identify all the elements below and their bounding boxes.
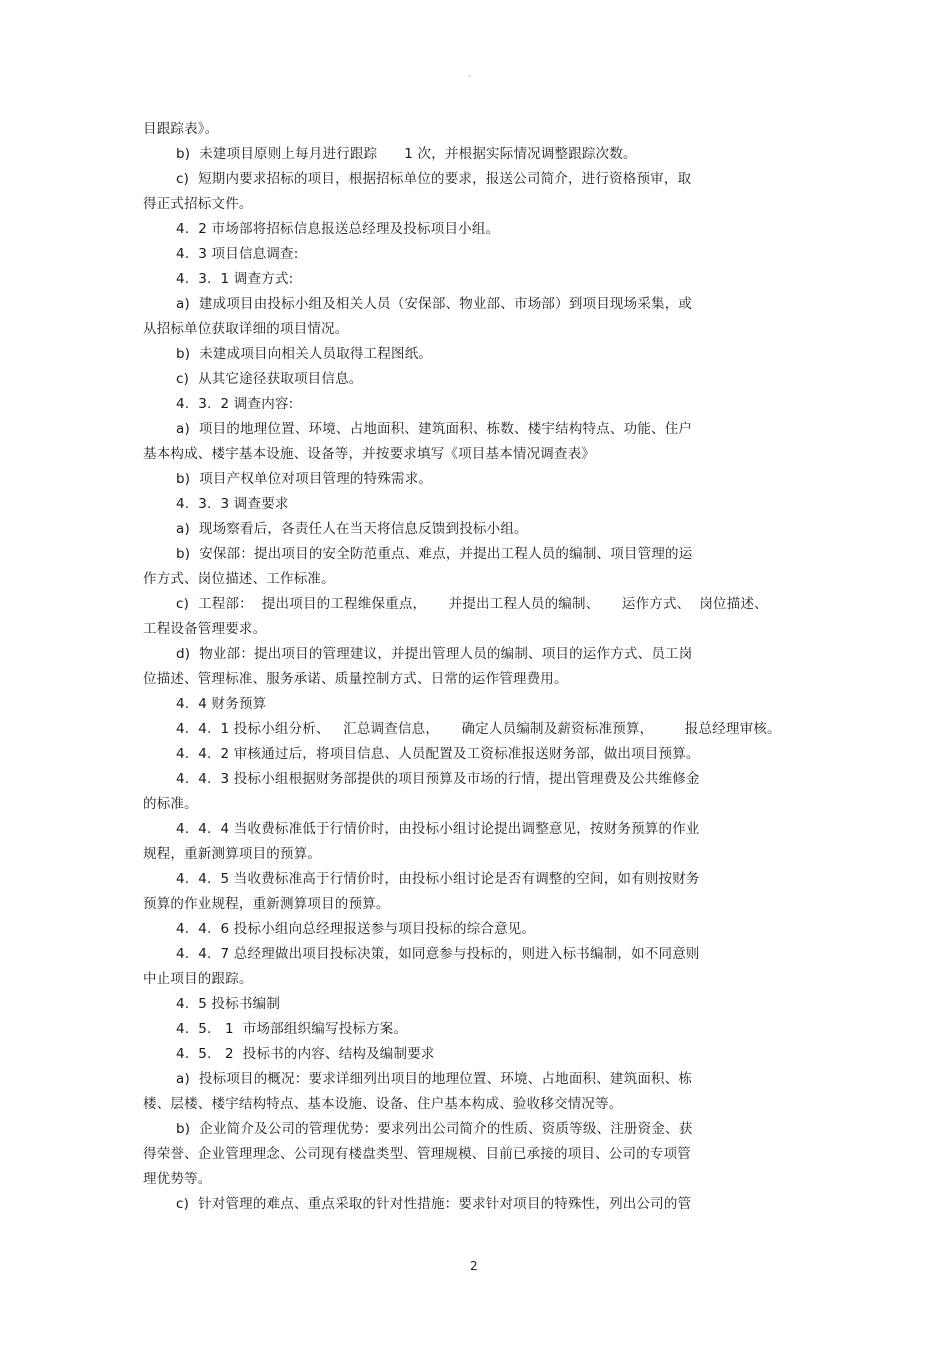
- text-line: b) 企业简介及公司的管理优势：要求列出公司简介的性质、资质等级、注册资金、获: [176, 1121, 693, 1137]
- text-line: 从招标单位获取详细的项目情况。: [143, 321, 349, 337]
- text-line: c) 短期内要求招标的项目，根据招标单位的要求，报送公司简介，进行资格预审，取: [176, 171, 692, 187]
- text-line: 楼、层楼、楼宇结构特点、基本设施、设备、住户基本构成、验收移交情况等。: [143, 1096, 623, 1112]
- text-line: 4. 5. 1 市场部组织编写投标方案。: [176, 1021, 408, 1037]
- text-line: 4. 4. 6 投标小组向总经理报送参与项目投标的综合意见。: [176, 921, 536, 937]
- text-line: a) 现场察看后，各责任人在当天将信息反馈到投标小组。: [176, 521, 528, 537]
- text-line: 4. 4. 3 投标小组根据财务部提供的项目预算及市场的行情，提出管理费及公共维修金: [176, 771, 700, 787]
- text-line: 位描述、管理标准、服务承诺、质量控制方式、日常的运作管理费用。: [143, 671, 568, 687]
- text-line: 4. 4. 7 总经理做出项目投标决策，如同意参与投标的，则进入标书编制，如不同意则: [176, 946, 700, 962]
- text-line: a) 项目的地理位置、环境、占地面积、建筑面积、栋数、楼宇结构特点、功能、住户: [176, 421, 693, 437]
- text-line: 目跟踪表》。: [143, 121, 219, 137]
- text-line: b) 未建成项目向相关人员取得工程图纸。: [176, 346, 433, 362]
- text-line: 中止项目的跟踪。: [143, 971, 253, 987]
- text-line: 基本构成、楼宇基本设施、设备等，并按要求填写《项目基本情况调查表》: [143, 446, 596, 462]
- text-line: 4. 4 财务预算: [176, 696, 267, 712]
- text-line: 4. 3 项目信息调查:: [176, 246, 299, 262]
- text-line: b) 项目产权单位对项目管理的特殊需求。: [176, 471, 433, 487]
- text-line: 的标准。: [143, 796, 198, 812]
- text-line: 4. 4. 4 当收费标准低于行情价时，由投标小组讨论提出调整意见，按财务预算的作业: [176, 821, 700, 837]
- text-line: 4. 5 投标书编制: [176, 996, 281, 1012]
- text-line: 预算的作业规程，重新测算项目的预算。: [143, 896, 390, 912]
- text-line: c) 针对管理的难点、重点采取的针对性措施：要求针对项目的特殊性，列出公司的管: [176, 1196, 692, 1212]
- text-line: 4. 3. 2 调查内容:: [176, 396, 294, 412]
- text-line: a) 建成项目由投标小组及相关人员（安保部、物业部、市场部）到项目现场采集，或: [176, 296, 693, 312]
- text-line: 4. 4. 2 审核通过后，将项目信息、人员配置及工资标准报送财务部，做出项目预算。: [176, 746, 700, 762]
- text-line: 4. 4. 5 当收费标准高于行情价时，由投标小组讨论是否有调整的空间，如有则按财务: [176, 871, 700, 887]
- text-line: 4. 3. 3 调查要求: [176, 496, 289, 512]
- text-line: 规程，重新测算项目的预算。: [143, 846, 322, 862]
- text-line: 4. 5. 2 投标书的内容、结构及编制要求: [176, 1046, 435, 1062]
- text-line: 得正式招标文件。: [143, 196, 253, 212]
- text-line: 4. 4. 1 投标小组分析、 汇总调查信息， 确定人员编制及薪资标准预算， 报总经理审核。: [176, 721, 781, 737]
- text-line: c) 从其它途径获取项目信息。: [176, 371, 363, 387]
- text-line: 理优势等。: [143, 1171, 212, 1187]
- text-line: 4. 2 市场部将招标信息报送总经理及投标项目小组。: [176, 221, 500, 237]
- page-header-mark: 。: [468, 69, 478, 79]
- text-line: 作方式、岗位描述、工作标准。: [143, 571, 335, 587]
- text-line: 4. 3. 1 调查方式:: [176, 271, 294, 287]
- text-line: b) 安保部：提出项目的安全防范重点、难点，并提出工程人员的编制、项目管理的运: [176, 546, 693, 562]
- text-line: 得荣誉、企业管理理念、公司现有楼盘类型、管理规模、目前已承接的项目、公司的专项管: [143, 1146, 691, 1162]
- text-line: a) 投标项目的概况：要求详细列出项目的地理位置、环境、占地面积、建筑面积、栋: [176, 1071, 693, 1087]
- text-line: d) 物业部：提出项目的管理建议，并提出管理人员的编制、项目的运作方式、员工岗: [176, 646, 693, 662]
- page-number: 2: [470, 1259, 478, 1273]
- text-line: c) 工程部： 提出项目的工程维保重点， 并提出工程人员的编制、 运作方式、 岗位描述、: [176, 596, 768, 612]
- text-line: 工程设备管理要求。: [143, 621, 267, 637]
- text-line: b) 未建项目原则上每月进行跟踪 1 次，并根据实际情况调整跟踪次数。: [176, 146, 637, 162]
